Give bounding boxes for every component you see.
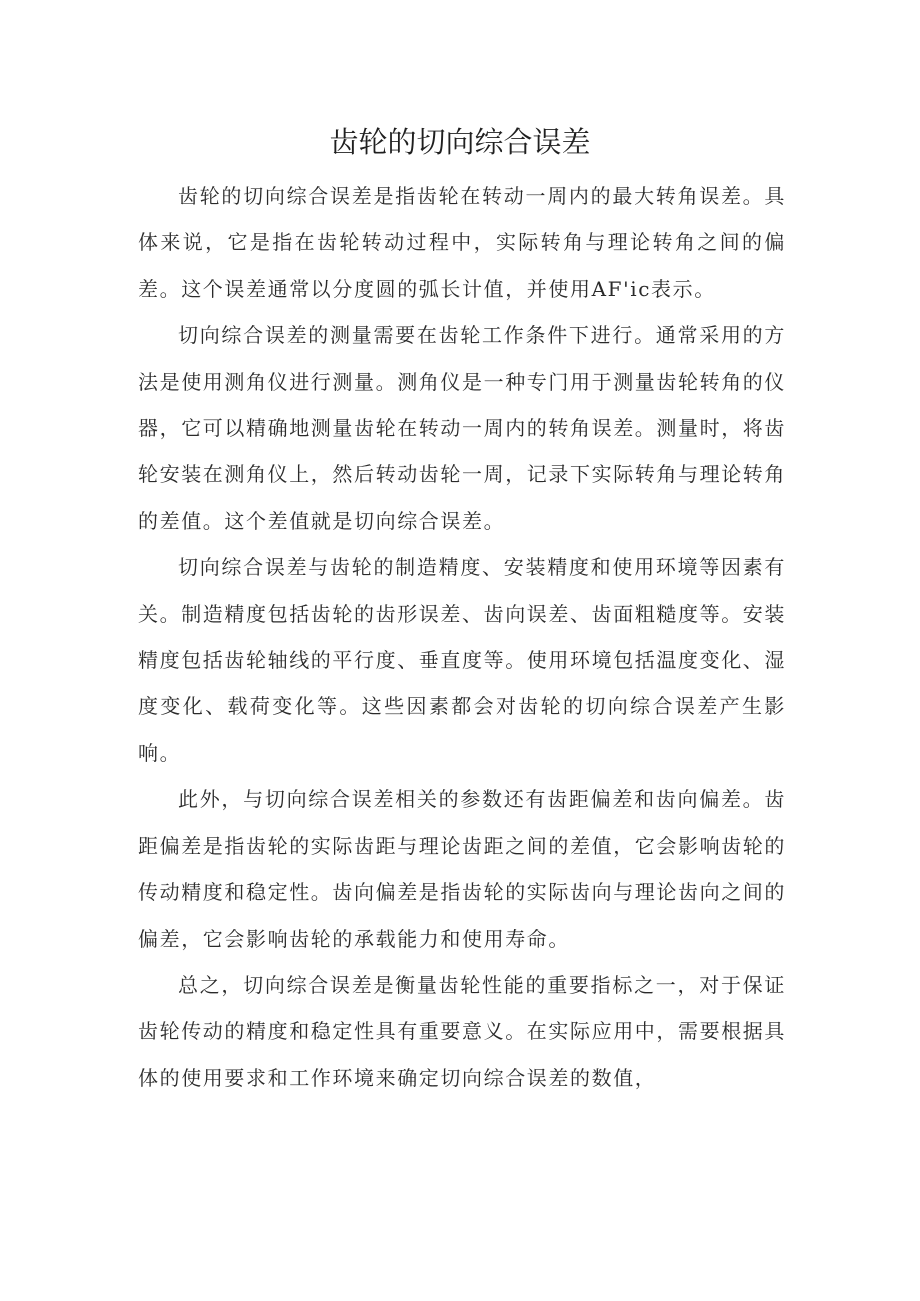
document-body xyxy=(138,173,786,1101)
paragraph-factors: 切向综合误差与齿轮的制造精度、安装精度和使用环境等因素有关。制造精度包括齿轮的齿形误差、齿向误差、齿面粗糙度等。安装精度包括齿轮轴线的平行度、垂直度等。使用环境包括温度变化、湿度变化、载荷变化等。这些因素都会对齿轮的切向综合误差产生影响。 xyxy=(138,555,786,765)
paragraph-related-parameters: 此外，与切向综合误差相关的参数还有齿距偏差和齿向偏差。齿距偏差是指齿轮的实际齿距与理论齿距之间的差值，它会影响齿轮的传动精度和稳定性。齿向偏差是指齿轮的实际齿向与理论齿向之间的偏差，它会影响齿轮的承载能力和使用寿命。 xyxy=(138,787,786,951)
paragraph-definition: 齿轮的切向综合误差是指齿轮在转动一周内的最大转角误差。具体来说，它是指在齿轮转动过程中，实际转角与理论转角之间的偏差。这个误差通常以分度圆的弧长计值，并使用AF'ic表示。 xyxy=(138,184,786,301)
document-title: 齿轮的切向综合误差 xyxy=(329,125,591,159)
paragraph-summary: 总之，切向综合误差是衡量齿轮性能的重要指标之一，对于保证齿轮传动的精度和稳定性具有重要意义。在实际应用中，需要根据具体的使用要求和工作环境来确定切向综合误差的数值， xyxy=(138,972,786,1090)
paragraph-measurement: 切向综合误差的测量需要在齿轮工作条件下进行。通常采用的方法是使用测角仪进行测量。测角仪是一种专门用于测量齿轮转角的仪器，它可以精确地测量齿轮在转动一周内的转角误差。测量时，将齿轮安装在测角仪上，然后转动齿轮一周，记录下实际转角与理论转角的差值。这个差值就是切向综合误差。 xyxy=(138,323,786,533)
